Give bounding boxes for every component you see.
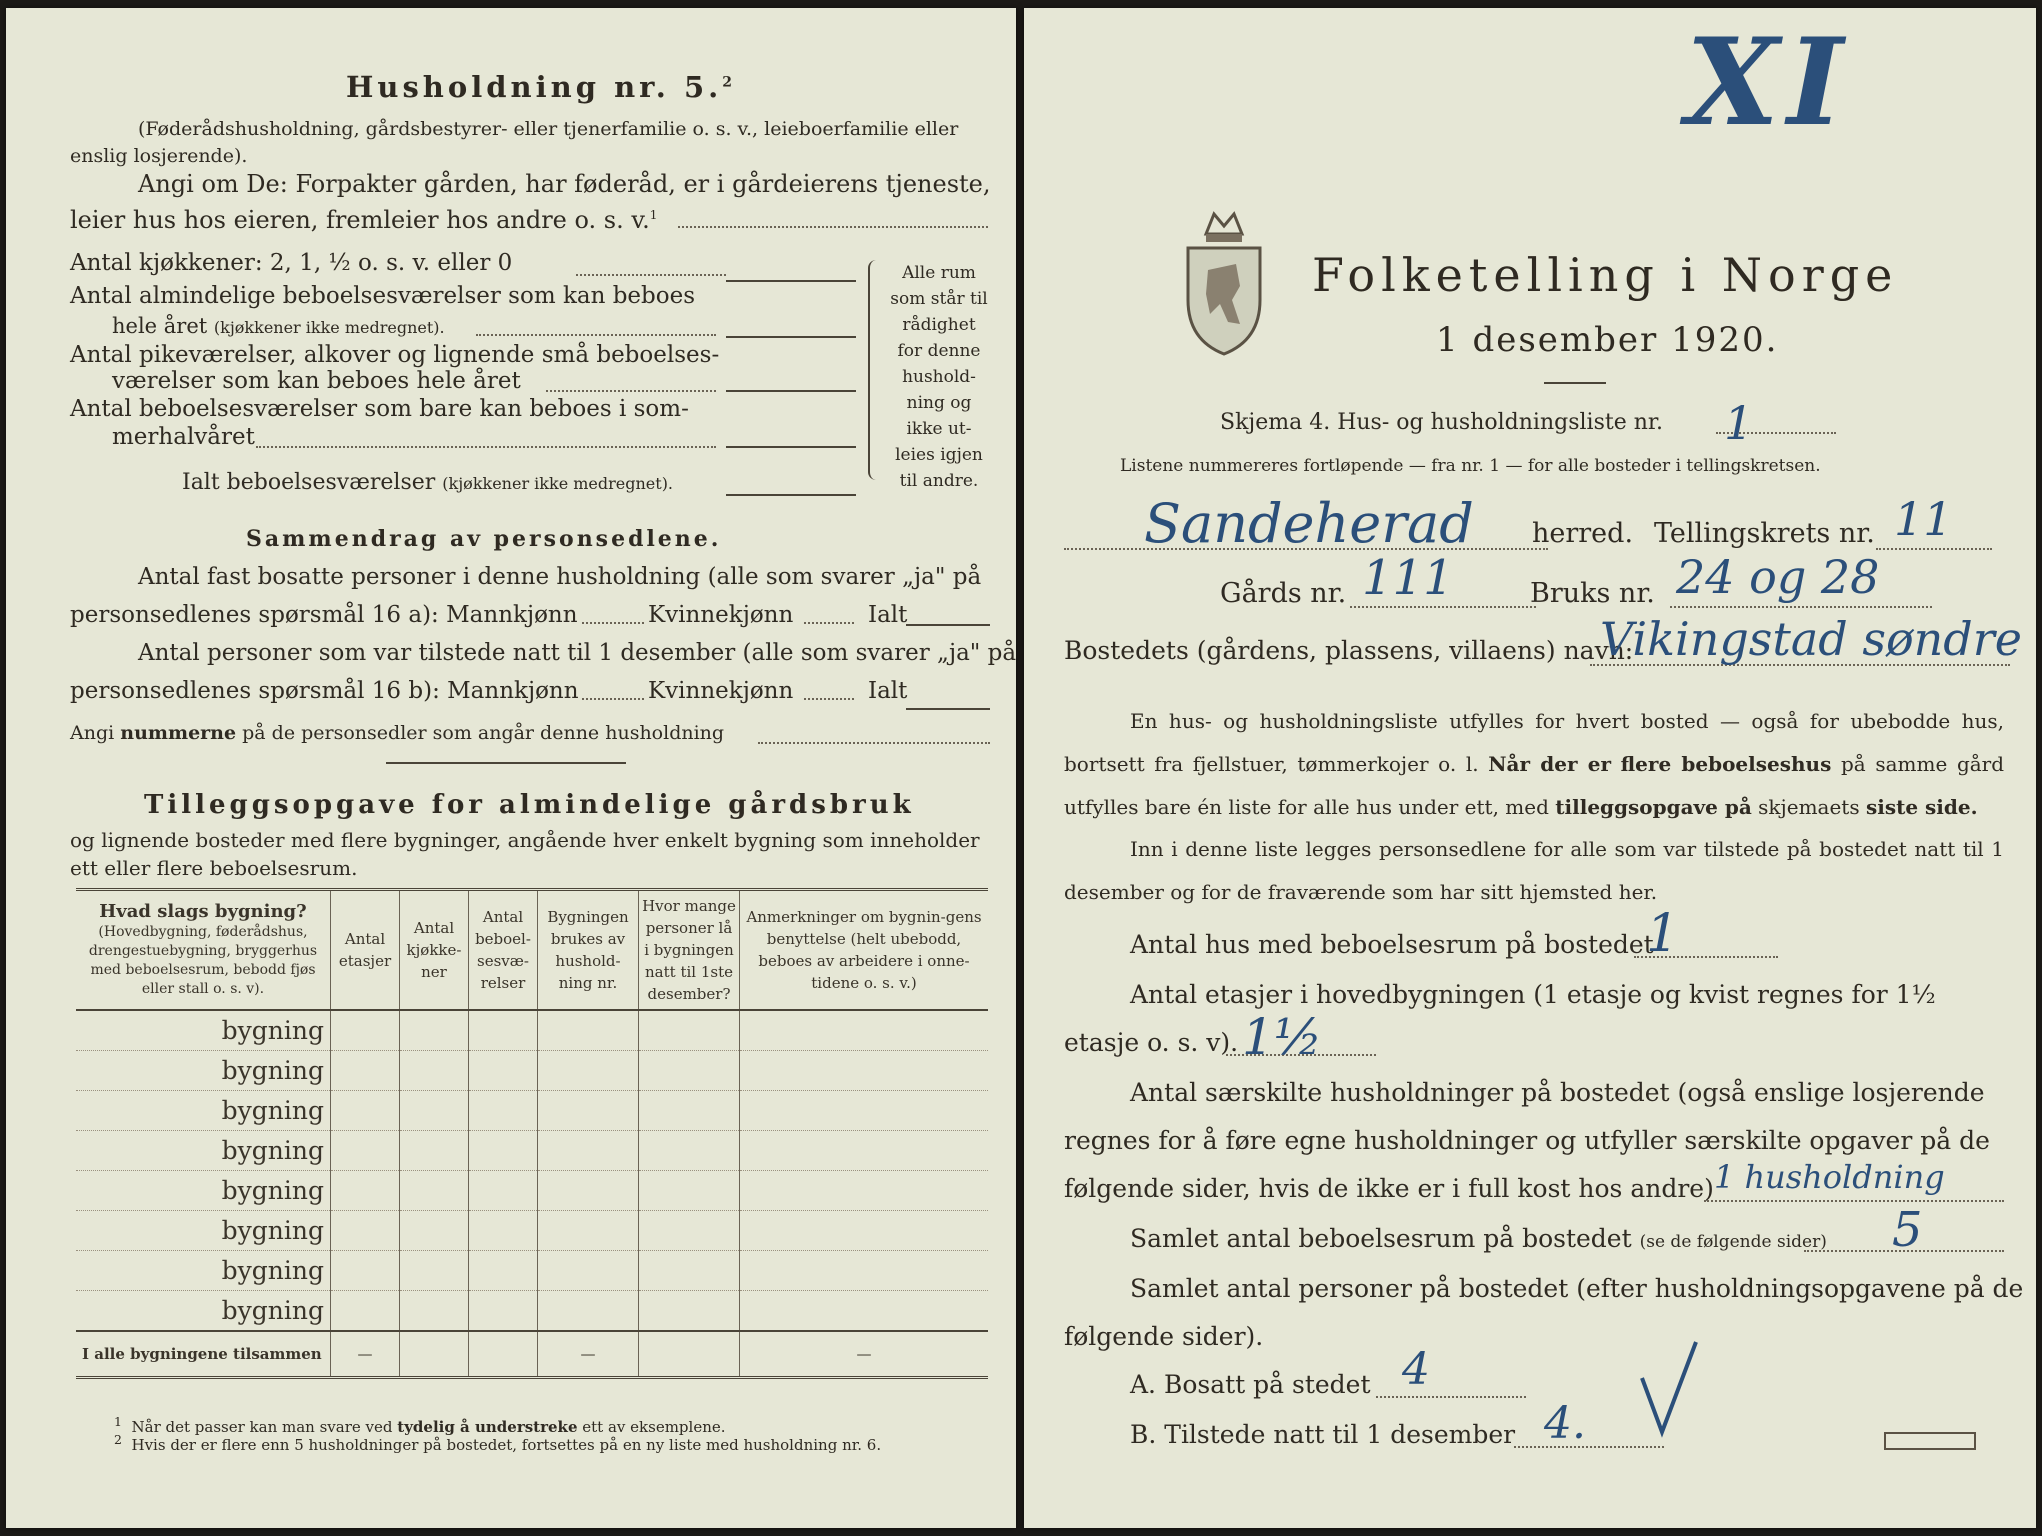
present-count-2: personsedlenes spørsmål 16 b): Mannkjønn xyxy=(70,678,579,704)
kitchen-answer-line xyxy=(726,280,856,282)
present-line xyxy=(1514,1446,1664,1448)
table-row: bygning xyxy=(76,1251,988,1291)
printer-mark xyxy=(1884,1432,1976,1450)
list-number-value: 1 xyxy=(1724,396,1754,450)
resident-male-line xyxy=(582,622,644,624)
resident-female-line xyxy=(804,622,854,624)
table-row: bygning xyxy=(76,1291,988,1332)
present-total-line xyxy=(906,708,990,710)
census-date: 1 desember 1920. xyxy=(1436,320,1779,360)
maid-rooms-line xyxy=(726,390,856,392)
resident-label: A. Bosatt på stedet xyxy=(1130,1370,1371,1399)
col-remarks: Anmerkninger om bygnin-gens benyttelse (helt ubebodd, beboes av arbeidere i onne-tidene o. s. v.) xyxy=(740,890,989,1011)
col-floors: Antal etasjer xyxy=(331,890,400,1011)
side-note: Alle rum som står til rådighet for denne hushold- ning og ikke ut- leies igjen til andre. xyxy=(890,263,988,491)
total-rooms-place-label: Samlet antal beboelsesrum på bostedet (se de følgende sider) xyxy=(1130,1224,1827,1253)
side-note-brace xyxy=(868,260,880,480)
present-total-label: Ialt xyxy=(868,678,908,704)
numbering-note: Listene nummereres fortløpende — fra nr. 1 — for alle bosteder i tellingskretsen. xyxy=(1120,456,1821,476)
households-line xyxy=(1704,1200,2004,1202)
households-label-1: Antal særskilte husholdninger på bostedet (også enslige losjerende xyxy=(1130,1078,1985,1107)
houses-label: Antal hus med beboelsesrum på bostedet xyxy=(1130,930,1654,959)
tenure-answer-line xyxy=(678,226,988,228)
present-female-line xyxy=(804,698,854,700)
table-row: bygning xyxy=(76,1091,988,1131)
holding-number-label: Bruks nr. xyxy=(1530,578,1655,609)
district-value: Sandeherad xyxy=(1144,492,1474,555)
households-label-2: regnes for å føre egne husholdninger og utfyller særskilte opgaver på de xyxy=(1064,1126,1990,1155)
supplement-desc-1: og lignende bosteder med flere bygninger, angående hver enkelt bygning som inneholder xyxy=(70,828,980,852)
table-row: bygning xyxy=(76,1211,988,1251)
summer-rooms-dots xyxy=(256,446,716,448)
col-persons: Hvor mange personer lå i bygningen natt til 1ste desember? xyxy=(639,890,740,1011)
present-label: B. Tilstede natt til 1 desember xyxy=(1130,1420,1516,1449)
right-page xyxy=(1024,8,2036,1528)
census-tract-label: Tellingskrets nr. xyxy=(1654,518,1875,549)
personsheet-numbers-label: Angi nummerne på de personsedler som angår denne husholdning xyxy=(70,722,725,744)
census-tract-line xyxy=(1876,548,1992,550)
title-divider xyxy=(1544,382,1606,384)
household-note-1: (Føderådshusholdning, gårdsbestyrer- eller tjenerfamilie o. s. v., leieboerfamilie eller xyxy=(138,118,959,140)
total-rooms-label: Ialt beboelsesværelser (kjøkkener ikke medregnet). xyxy=(182,470,674,495)
resident-count-1: Antal fast bosatte personer i denne husholdning (alle som svarer „ja" på xyxy=(138,564,982,590)
resident-total-label: Ialt xyxy=(868,602,908,628)
houses-value: 1 xyxy=(1646,904,1680,964)
summer-rooms-line xyxy=(726,446,856,448)
households-value: 1 husholdning xyxy=(1714,1158,1945,1196)
floors-value: 1½ xyxy=(1242,1008,1323,1066)
main-title: Folketelling i Norge xyxy=(1312,248,1899,302)
holding-number-line xyxy=(1670,606,1932,608)
personsheet-numbers-line xyxy=(758,742,990,744)
farm-number-label: Gårds nr. xyxy=(1220,578,1347,609)
resident-total-line xyxy=(906,624,990,626)
resident-female-label: Kvinnekjønn xyxy=(648,602,794,628)
kitchen-count-label: Antal kjøkkener: 2, 1, ½ o. s. v. eller 0 xyxy=(70,250,513,276)
rooms-yearround-label-1: Antal almindelige beboelsesværelser som kan beboes xyxy=(70,283,696,309)
table-row: bygning xyxy=(76,1051,988,1091)
resident-count-2: personsedlenes spørsmål 16 a): Mannkjønn xyxy=(70,602,578,628)
stamp-xi: XI xyxy=(1686,12,1852,153)
check-mark-icon xyxy=(1634,1338,1704,1438)
summer-rooms-label-2: merhalvåret xyxy=(112,424,255,450)
place-name-value: Vikingstad søndre xyxy=(1600,612,2022,666)
tenure-question-1: Angi om De: Forpakter gården, har føderåd, er i gårdeierens tjeneste, xyxy=(138,170,991,198)
holding-number-value: 24 og 28 xyxy=(1676,550,1880,604)
present-count-1: Antal personer som var tilstede natt til 1 desember (alle som svarer „ja" på xyxy=(138,640,1016,666)
total-persons-label-1: Samlet antal personer på bostedet (efter husholdningsopgavene på de xyxy=(1130,1274,2024,1303)
present-female-label: Kvinnekjønn xyxy=(648,678,794,704)
present-male-line xyxy=(582,698,644,700)
maid-rooms-label-2: værelser som kan beboes hele året xyxy=(112,368,521,394)
left-page xyxy=(6,8,1016,1528)
floors-label-2: etasje o. s. v). xyxy=(1064,1028,1239,1057)
form-label: Skjema 4. Hus- og husholdningsliste nr. xyxy=(1220,410,1663,435)
summary-title: Sammendrag av personsedlene. xyxy=(246,526,722,552)
footnote-2: $^2$ Hvis der er flere enn 5 husholdninger på bostedet, fortsettes på en ny liste med husholdning nr. 6. xyxy=(114,1432,882,1454)
maid-rooms-dots xyxy=(546,390,716,392)
supplement-title: Tilleggsopgave for almindelige gårdsbruk xyxy=(144,790,915,820)
supplement-desc-2: ett eller flere beboelsesrum. xyxy=(70,856,358,880)
section-divider xyxy=(386,762,626,764)
total-rooms-place-value: 5 xyxy=(1892,1202,1923,1258)
resident-value: 4 xyxy=(1402,1344,1430,1395)
farm-number-line xyxy=(1350,606,1536,608)
households-label-3: følgende sider, hvis de ikke er i full kost hos andre) xyxy=(1064,1174,1714,1203)
total-rooms-line xyxy=(726,494,856,496)
table-total-row: I alle bygningene tilsammen — — — xyxy=(76,1331,988,1378)
rooms-yearround-label-2: hele året (kjøkkener ikke medregnet). xyxy=(112,314,445,338)
building-table xyxy=(76,888,988,1379)
table-row: bygning xyxy=(76,1010,988,1051)
household-title: Husholdning nr. 5.$^2$ xyxy=(346,70,737,104)
instruction-paragraph-1: En hus- og husholdningsliste utfylles for hvert bosted — også for ubebodde hus, bortsett fra fjellstuer, tømmerkojer o. l. Når der er flere beboelseshus på samme gård utfylles bare én liste for alle hus under ett, med tilleggsopgave på skjemaets siste side. xyxy=(1064,709,2005,819)
instruction-paragraph-2: Inn i denne liste legges personsedlene for alle som var tilstede på bostedet natt til 1 desember og for de fraværende som har sitt hjemsted her. xyxy=(1064,837,2004,904)
footnote-1: $^1$ Når det passer kan man svare ved tydelig å understreke ett av eksemplene. xyxy=(114,1414,726,1436)
present-value: 4. xyxy=(1544,1398,1586,1449)
table-row: bygning xyxy=(76,1131,988,1171)
col-kitchens: Antal kjøkke-ner xyxy=(400,890,469,1011)
total-persons-label-2: følgende sider). xyxy=(1064,1322,1264,1351)
rooms-yearround-line xyxy=(726,336,856,338)
summer-rooms-label-1: Antal beboelsesværelser som bare kan beboes i som- xyxy=(70,396,689,422)
tenure-question-2: leier hus hos eieren, fremleier hos andre o. s. v.$^1$ xyxy=(70,206,658,234)
maid-rooms-label-1: Antal pikeværelser, alkover og lignende små beboelses- xyxy=(70,342,720,368)
floors-label-1: Antal etasjer i hovedbygningen (1 etasje og kvist regnes for 1½ xyxy=(1130,980,1936,1009)
resident-line xyxy=(1376,1396,1526,1398)
building-table-header xyxy=(76,890,988,1011)
district-label: herred. xyxy=(1532,518,1634,549)
rooms-yearround-dots xyxy=(476,334,716,336)
place-name-label: Bostedets (gårdens, plassens, villaens) navn: xyxy=(1064,636,1634,665)
coat-of-arms-icon xyxy=(1184,204,1264,360)
col-household-no: Bygningen brukes av hushold-ning nr. xyxy=(538,890,639,1011)
col-rooms: Antal beboel-sesvæ-relser xyxy=(469,890,538,1011)
col-building-type: Hvad slags bygning? (Hovedbygning, føderådshus, drengestuebygning, bryggerhus med beboelsesrum, bebodd fjøs eller stall o. s. v). xyxy=(76,890,331,1011)
kitchen-dots xyxy=(576,274,726,276)
table-row: bygning xyxy=(76,1171,988,1211)
household-note-2: enslig losjerende). xyxy=(70,145,248,167)
census-tract-value: 11 xyxy=(1894,492,1953,546)
farm-number-value: 111 xyxy=(1362,550,1454,606)
